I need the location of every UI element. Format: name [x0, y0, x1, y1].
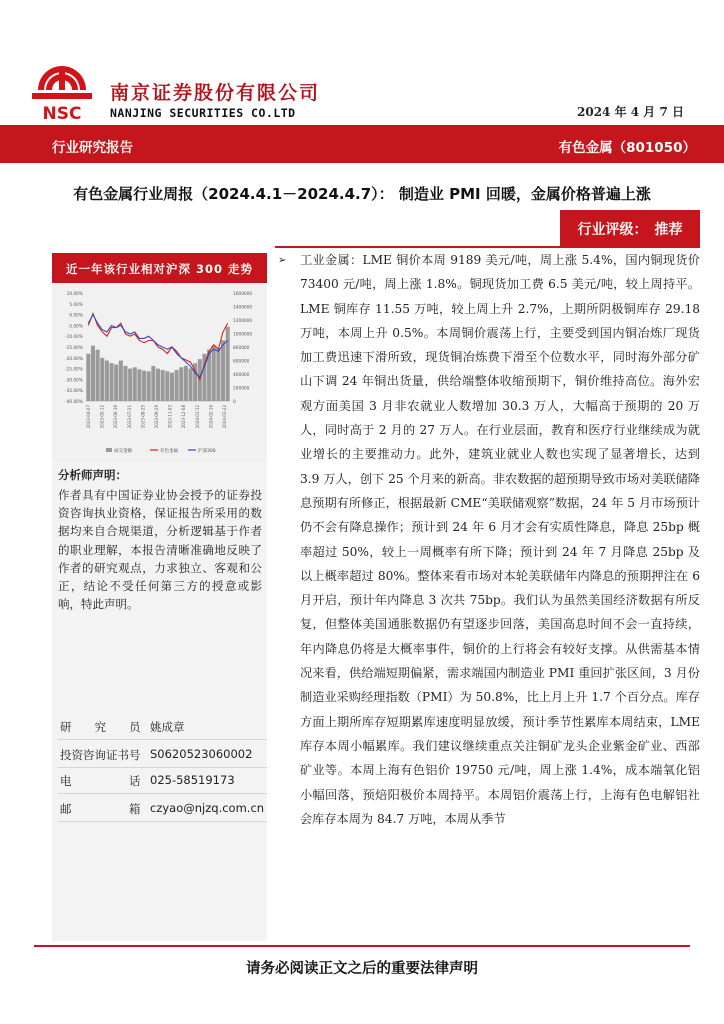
- y-right-tick-label: 1600000: [233, 292, 253, 297]
- volume-bar: [147, 371, 151, 401]
- footer-divider: [34, 945, 690, 947]
- x-tick-label: 2024-03-22: [222, 405, 227, 429]
- y-right-tick-label: 600000: [233, 359, 250, 365]
- x-tick-label: 2023-11-03: [167, 405, 173, 429]
- volume-bar: [161, 370, 165, 401]
- y-left-tick-label: 5.00%: [69, 302, 83, 308]
- relative-performance-chart: [52, 283, 267, 461]
- info-label: 邮 箱: [60, 802, 141, 816]
- x-tick-label: 2023-08-25: [140, 405, 146, 429]
- volume-bar: [105, 361, 109, 402]
- volume-bar: [216, 348, 220, 401]
- report-date: 2024 年 4 月 7 日: [577, 105, 684, 119]
- volume-bar: [137, 369, 141, 401]
- volume-bar: [170, 373, 174, 401]
- volume-bar: [188, 369, 192, 401]
- report-type: 行业研究报告: [52, 140, 133, 156]
- volume-bar: [133, 367, 137, 401]
- y-left-tick-label: -5.00%: [67, 324, 83, 330]
- csi300-line: [88, 315, 227, 378]
- legend-label: 有色金属: [160, 449, 178, 454]
- volume-bar: [184, 366, 188, 401]
- x-tick-label: 2023-04-07: [86, 405, 91, 429]
- report-title: 有色金属行业周报（2024.4.1－2024.4.7）： 制造业 PMI 回暖，金属价格普遍上涨: [73, 185, 651, 203]
- info-value: 025-58519173: [150, 773, 235, 787]
- y-left-tick-label: -35.00%: [65, 389, 83, 395]
- x-tick-label: 2023-12-08: [181, 405, 187, 429]
- y-left-tick-label: -40.00%: [65, 400, 83, 405]
- volume-bar: [110, 363, 114, 401]
- y-right-tick-label: 1400000: [233, 305, 253, 311]
- analyst-row-researcher: [58, 713, 267, 740]
- x-tick-label: 2023-05-12: [99, 405, 105, 429]
- y-right-tick-label: 400000: [233, 373, 250, 378]
- volume-bar: [179, 367, 183, 401]
- volume-bar: [175, 370, 179, 401]
- y-right-tick-label: 1000000: [233, 332, 253, 338]
- volume-bar: [114, 365, 118, 401]
- x-tick-label: 2023-07-21: [126, 405, 132, 429]
- sector-code: 有色金属（801050）: [558, 140, 696, 156]
- volume-bar: [156, 369, 160, 401]
- volume-bar: [221, 340, 225, 401]
- volume-bar: [212, 346, 216, 401]
- x-tick-label: 2023-06-16: [113, 405, 119, 429]
- volume-bar: [91, 346, 95, 401]
- y-left-tick-label: 10.00%: [66, 292, 83, 297]
- x-tick-label: 2024-01-12: [194, 405, 200, 429]
- company-name-en: NANJING SECURITIES CO.LTD: [110, 106, 296, 120]
- disclaimer-body: 作者具有中国证券业协会授予的证券投资咨询执业资格，保证报告所采用的数据均来自合规渠道，分析逻辑基于作者的职业理解，本报告清晰准确地反映了作者的研究观点，力求独立、客观和公正，结论不受任何第三方的授意或影响，特此声明。: [58, 488, 262, 612]
- company-name-cn: 南京证券股份有限公司: [110, 82, 321, 104]
- volume-bar: [100, 358, 104, 401]
- y-left-tick-label: -15.00%: [65, 346, 83, 351]
- volume-bar: [226, 327, 230, 401]
- y-left-tick-label: -20.00%: [65, 356, 83, 362]
- chart-section-title: 近一年该行业相对沪深 300 走势: [65, 262, 253, 276]
- y-left-tick-label: -30.00%: [65, 378, 83, 384]
- logo-text: NSC: [42, 104, 82, 122]
- email-link[interactable]: czyao@njzq.com.cn: [150, 801, 265, 815]
- info-label: 投资咨询证书号: [60, 748, 141, 762]
- legend-label: 沪深300: [198, 449, 216, 454]
- industry-rating: 行业评级： 推荐: [577, 222, 683, 238]
- bullet-arrow-icon: ➢: [278, 255, 287, 266]
- volume-bar: [123, 366, 127, 401]
- nsc-logo-icon: [28, 62, 96, 122]
- legend-swatch: [106, 448, 112, 452]
- legal-notice: 请务必阅读正文之后的重要法律声明: [246, 961, 478, 977]
- y-left-tick-label: 0.00%: [69, 313, 83, 319]
- x-tick-label: 2024-02-16: [208, 405, 214, 429]
- report-body-text: 工业金属：LME 铜价本周 9189 美元/吨，周上涨 5.4%，国内铜现货价 73400 元/吨，周上涨 1.8%。铜现货加工费 6.5 美元/吨，较上周持平。LME 铜库存 11.55 万吨，较上周上升 2.7%，上期所阴极铜库存 29.18 万吨，本周上升 0.5%。本周铜价震荡上行，主要受到国内铜冶炼厂现货加工费迅速下滑所致，现货铜冶炼费下滑至个位数水平，同时海外部分矿山下调 24 年铜出货量，供给端整体收缩预期下，铜价维持高位。海外宏观方面美国 3 月非农就业人数增加 30.3 万人，大幅高于预期的 20 万人，同时高于 2 月的 27 万人。在行业层面，教育和医疗行业继续成为就业增长的主要推动力。此外，建筑业就业人数也实现了显著增长，达到 3.9 万人，创下 25 个月来的新高。非农数据的超预期导致市场对美联储降息预期有所修正，根据最新 CME“美联储观察”数据，24 年 5 月市场预计仍不会有降息操作；预计到 24 年 6 月才会有实质性降息，降息 25bp 概率超过 50%，较上一周概率有所下降；预计到 24 年 7 月降息 25bp 及以上概率超过 80%。整体来看市场对本轮美联储年内降息的预期押注在 6 月开启，预计年内降息 3 次共 75bp。我们认为虽然美国经济数据有所反复，但整体美国通胀数据仍有望逐步回落，美国高息时间不会一直持续，年内降息仍将是大概率事件，铜价的上行将会有较好支撑。从供需基本情况来看，供给端短期偏紧，需求端国内制造业 PMI 重回扩张区间，3 月份制造业采购经理指数（PMI）为 50.8%，比上月上升 1.7 个百分点。库存方面上期所库存短期累库速度明显放缓，预计季节性累库本周结束，LME 库存本周小幅累库。我们建议继续重点关注铜矿龙头企业紫金矿业、西部矿业等。本周上海有色铝价 19750 元/吨，周上涨 1.4%，成本端氧化铝小幅回落，预焙阳极价本周持平。本周铝价震荡上行，上海有色电解铝社会库存本周为 84.7 万吨，本周从季节: [300, 253, 700, 826]
- volume-bar: [119, 361, 123, 402]
- y-right-tick-label: 0: [233, 400, 236, 405]
- volume-bar: [165, 371, 169, 401]
- x-tick-label: 2023-09-29: [154, 405, 159, 429]
- volume-bar: [96, 350, 100, 401]
- y-right-tick-label: 800000: [233, 346, 250, 351]
- info-value: 姚成章: [150, 720, 185, 734]
- info-value: S0620523060002: [150, 747, 253, 761]
- volume-bar: [86, 354, 90, 401]
- y-right-tick-label: 1200000: [233, 319, 253, 324]
- legend-label: 成交金额: [114, 449, 132, 454]
- info-label: 电 话: [60, 774, 141, 788]
- y-right-tick-label: 200000: [233, 386, 250, 392]
- volume-bar: [151, 366, 155, 401]
- volume-bar: [128, 369, 132, 401]
- y-left-tick-label: -10.00%: [65, 335, 83, 341]
- info-label: 研 究 员: [60, 720, 141, 734]
- analyst-row-email: [58, 795, 267, 822]
- disclaimer-heading: 分析师声明：: [58, 468, 127, 482]
- analyst-row-phone: [58, 767, 267, 794]
- volume-bar: [142, 371, 146, 401]
- analyst-row-license: [58, 741, 267, 768]
- y-left-tick-label: -25.00%: [65, 367, 83, 373]
